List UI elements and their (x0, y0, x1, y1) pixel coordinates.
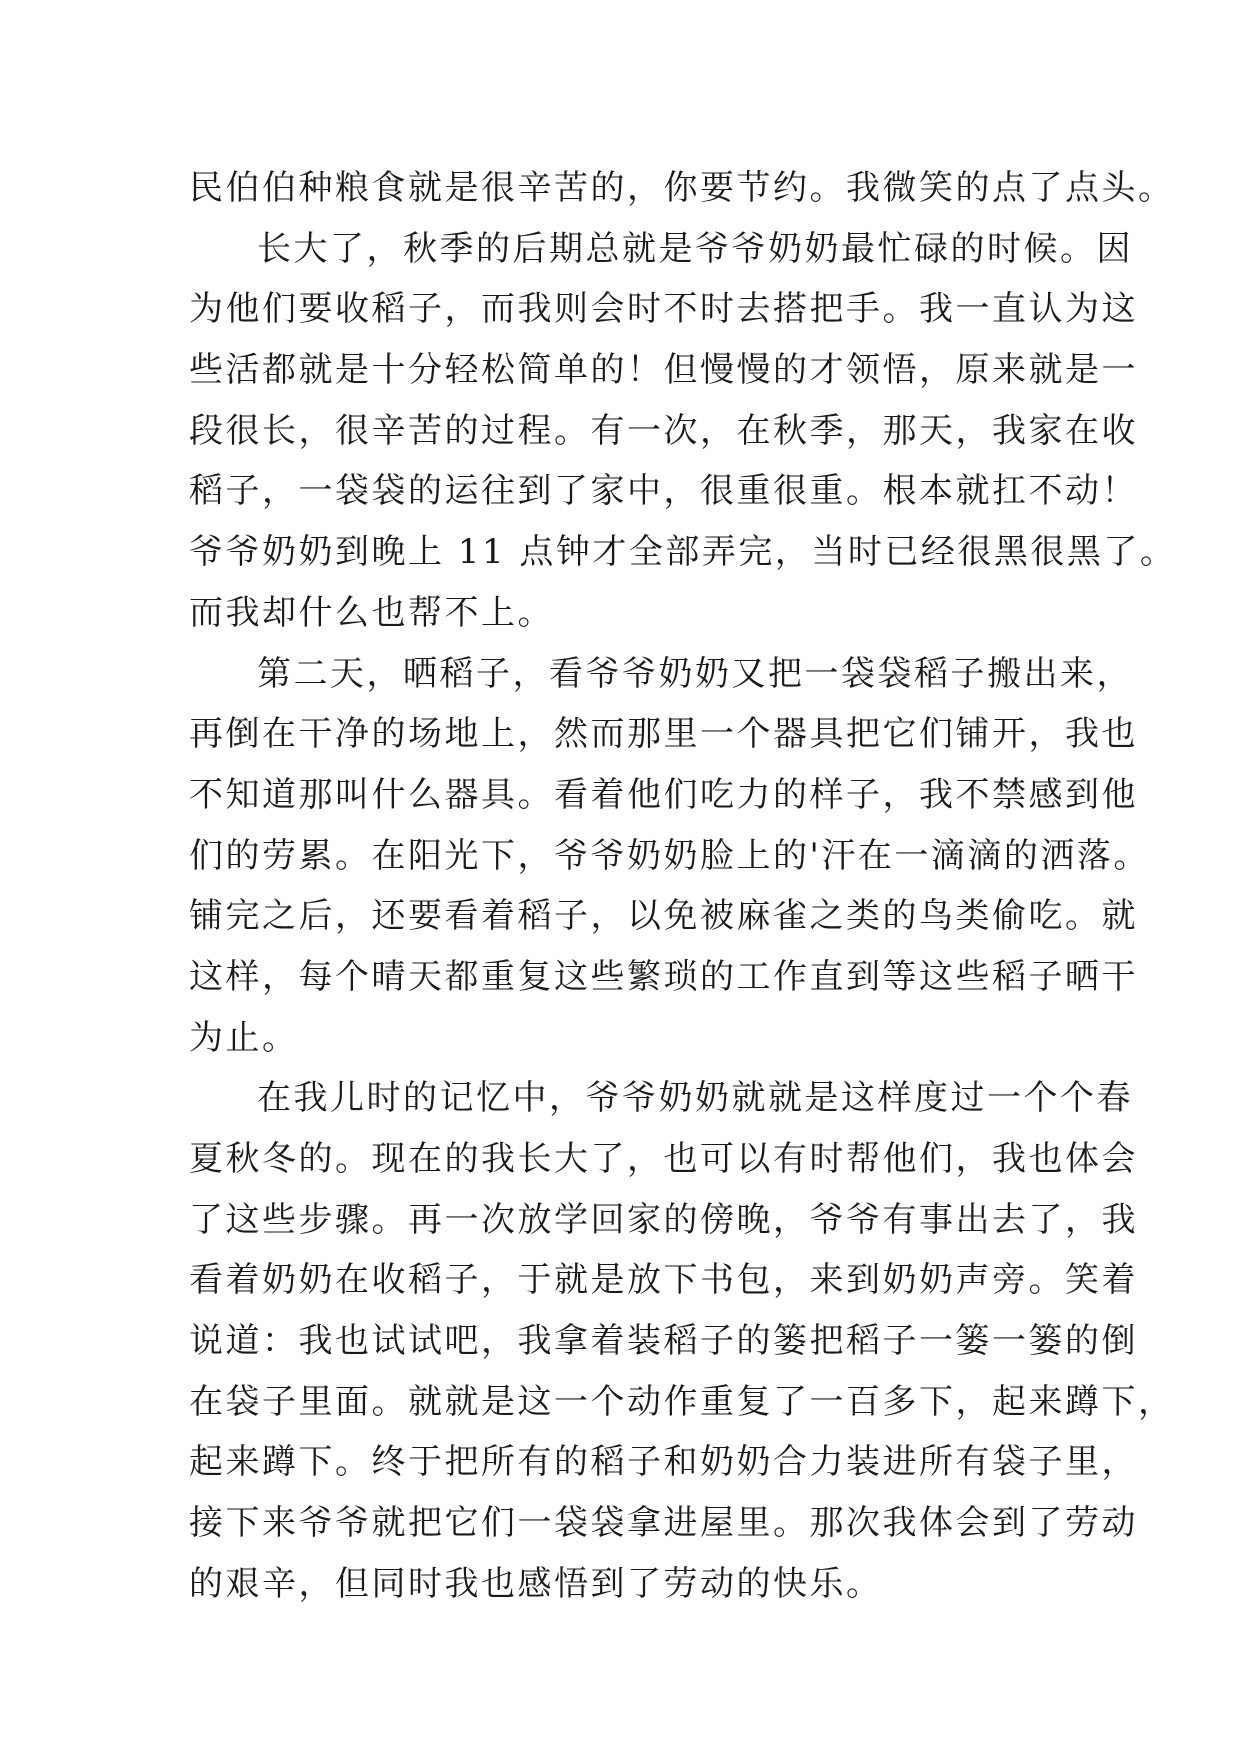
text-line: 民伯伯种粮食就是很辛苦的，你要节约。我微笑的点了点头。 (189, 168, 1175, 208)
text-line: 在袋子里面。就就是这一个动作重复了一百多下，起来蹲下， (189, 1381, 1175, 1422)
paragraph-start-line: 在我儿时的记忆中，爷爷奶奶就就是这样度过一个个春 (257, 1078, 1133, 1119)
text-line: 爷爷奶奶到晚上 11 点钟才全部弄完，当时已经很黑很黑了。 (189, 532, 1177, 573)
text-line: 夏秋冬的。现在的我长大了，也可以有时帮他们，我也体会 (189, 1139, 1138, 1179)
text-line: 些活都就是十分轻松简单的！但慢慢的才领悟，原来就是一 (189, 350, 1138, 391)
text-line: 的艰辛，但同时我也感悟到了劳动的快乐。 (189, 1563, 883, 1604)
text-line: 为止。 (189, 1017, 299, 1058)
text-line: 为他们要收稻子，而我则会时不时去搭把手。我一直认为这 (189, 289, 1138, 330)
text-line: 而我却什么也帮不上。 (189, 592, 554, 633)
text-line: 不知道那叫什么器具。看着他们吃力的样子，我不禁感到他 (189, 774, 1138, 815)
text-line: 这样，每个晴天都重复这些繁琐的工作直到等这些稻子晒干 (189, 956, 1138, 997)
text-line: 铺完之后，还要看着稻子，以免被麻雀之类的鸟类偷吃。就 (189, 896, 1138, 937)
paragraph-start-line: 长大了，秋季的后期总就是爷爷奶奶最忙碌的时候。因 (257, 228, 1133, 269)
text-line: 段很长，很辛苦的过程。有一次，在秋季，那天，我家在收 (189, 410, 1138, 451)
text-line: 接下来爷爷就把它们一袋袋拿进屋里。那次我体会到了劳动 (189, 1503, 1138, 1544)
text-line: 说道：我也试试吧，我拿着装稻子的篓把稻子一篓一篓的倒 (189, 1321, 1138, 1362)
text-line: 们的劳累。在阳光下，爷爷奶奶脸上的'汗在一滴滴的洒落。 (189, 835, 1150, 876)
text-line: 稻子，一袋袋的运往到了家中，很重很重。根本就扛不动！ (189, 471, 1138, 512)
body-text (189, 158, 1177, 1615)
text-line: 看着奶奶在收稻子，于就是放下书包，来到奶奶声旁。笑着 (189, 1260, 1138, 1301)
text-line: 起来蹲下。终于把所有的稻子和奶奶合力装进所有袋子里， (189, 1442, 1138, 1483)
text-line: 再倒在干净的场地上，然而那里一个器具把它们铺开，我也 (189, 714, 1138, 755)
paragraph-start-line: 第二天，晒稻子，看爷爷奶奶又把一袋袋稻子搬出来， (257, 653, 1133, 694)
text-line: 了这些步骤。再一次放学回家的傍晚，爷爷有事出去了，我 (189, 1199, 1138, 1240)
